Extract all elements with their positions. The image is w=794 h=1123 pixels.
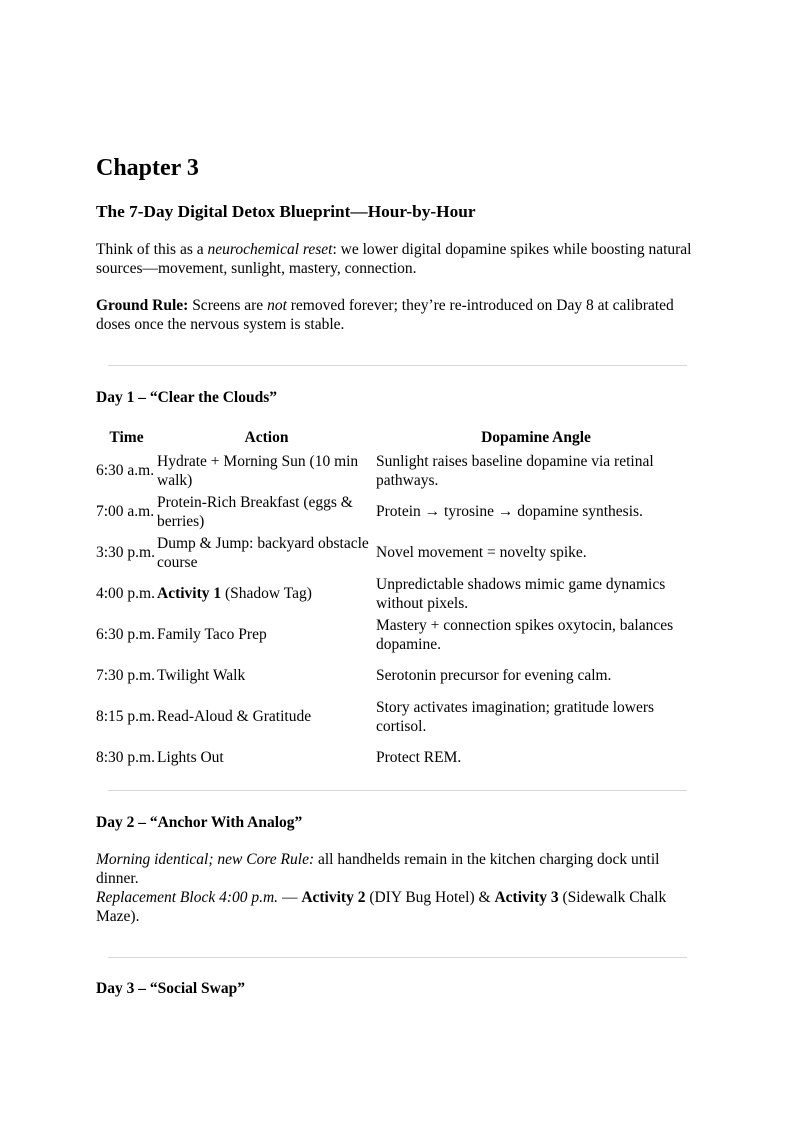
dopamine-angle-cell: Story activates imagination; gratitude lowers cortisol. — [376, 698, 655, 735]
ground-rule-text-start: Screens are — [188, 297, 268, 314]
dopamine-angle-cell: Novel movement = novelty spike. — [376, 544, 587, 561]
day2-replacement-block — [96, 888, 696, 926]
section-divider — [108, 790, 687, 791]
time-cell: 6:30 p.m. — [96, 626, 155, 643]
dopamine-angle-cell: Mastery + connection spikes oxytocin, balances dopamine. — [376, 616, 674, 653]
action-cell: Protein-Rich Breakfast (eggs & berries) — [157, 493, 353, 530]
ground-rule-text-end: removed forever; they’re re-introduced on Day 8 at calibrated doses once the nervous system is stable. — [96, 297, 674, 333]
chapter-title: The 7-Day Digital Detox Blueprint—Hour-by-Hour — [96, 202, 476, 221]
table-row — [96, 737, 696, 778]
day1-heading: Day 1 – “Clear the Clouds” — [96, 389, 277, 406]
table-row — [96, 491, 696, 532]
dopamine-angle-cell: Sunlight raises baseline dopamine via retinal pathways. — [376, 452, 654, 489]
action-text: (Shadow Tag) — [221, 585, 312, 602]
action-cell: Twilight Walk — [157, 667, 246, 684]
dopamine-angle-cell: Protect REM. — [376, 749, 462, 766]
table-row — [96, 696, 696, 737]
day3-heading: Day 3 – “Social Swap” — [96, 980, 245, 997]
section-divider — [108, 957, 687, 958]
column-header-time: Time — [109, 429, 144, 446]
ground-rule-paragraph — [96, 296, 696, 334]
action-cell: Dump & Jump: backyard obstacle course — [157, 534, 369, 571]
section-divider — [108, 365, 687, 366]
dopamine-angle-cell: Unpredictable shadows mimic game dynamics without pixels. — [376, 575, 666, 612]
time-cell: 8:30 p.m. — [96, 749, 155, 766]
core-rule-text: all handhelds remain in the kitchen charging dock until dinner. — [96, 851, 660, 887]
activity-2-text: (DIY Bug Hotel) & — [365, 889, 495, 906]
table-row — [96, 450, 696, 491]
activity-2-label: Activity 2 — [301, 889, 366, 906]
action-cell: Family Taco Prep — [157, 626, 267, 643]
time-cell: 4:00 p.m. — [96, 585, 155, 602]
action-cell — [157, 573, 376, 614]
action-cell: Read-Aloud & Gratitude — [157, 708, 312, 725]
time-cell: 8:15 p.m. — [96, 708, 155, 725]
dash: — — [278, 889, 302, 906]
replacement-block-label: Replacement Block 4:00 p.m. — [96, 889, 279, 906]
action-cell: Hydrate + Morning Sun (10 min walk) — [157, 452, 359, 489]
column-header-angle: Dopamine Angle — [481, 429, 591, 446]
ground-rule-label: Ground Rule: — [96, 297, 189, 314]
activity-label: Activity 1 — [157, 585, 222, 602]
action-cell: Lights Out — [157, 749, 224, 766]
table-row — [96, 532, 696, 573]
activity-3-label: Activity 3 — [494, 889, 559, 906]
core-rule-label: Morning identical; new Core Rule: — [96, 851, 315, 868]
dopamine-angle-cell: Serotonin precursor for evening calm. — [376, 667, 612, 684]
column-header-action: Action — [244, 429, 289, 446]
ground-rule-emphasis: not — [267, 297, 287, 314]
time-cell: 7:00 a.m. — [96, 503, 155, 520]
table-header-row — [96, 426, 696, 450]
intro-emphasis: neurochemical reset — [207, 241, 333, 258]
activity-3-text: (Sidewalk Chalk Maze). — [96, 889, 667, 925]
day2-heading: Day 2 – “Anchor With Analog” — [96, 814, 303, 831]
time-cell: 7:30 p.m. — [96, 667, 155, 684]
intro-text-start: Think of this as a — [96, 241, 208, 258]
table-row — [96, 614, 696, 655]
day2-core-rule — [96, 850, 696, 888]
table-row — [96, 655, 696, 696]
intro-text-end: : we lower digital dopamine spikes while boosting natural sources—movement, sunlight, mastery, connection. — [96, 241, 692, 277]
time-cell: 3:30 p.m. — [96, 544, 155, 561]
chapter-heading: Chapter 3 — [96, 155, 199, 181]
time-cell: 6:30 a.m. — [96, 462, 155, 479]
intro-paragraph — [96, 240, 696, 278]
table-row — [96, 573, 696, 614]
dopamine-angle-cell: Protein → tyrosine → dopamine synthesis. — [376, 503, 643, 520]
day1-schedule-table — [96, 426, 696, 778]
